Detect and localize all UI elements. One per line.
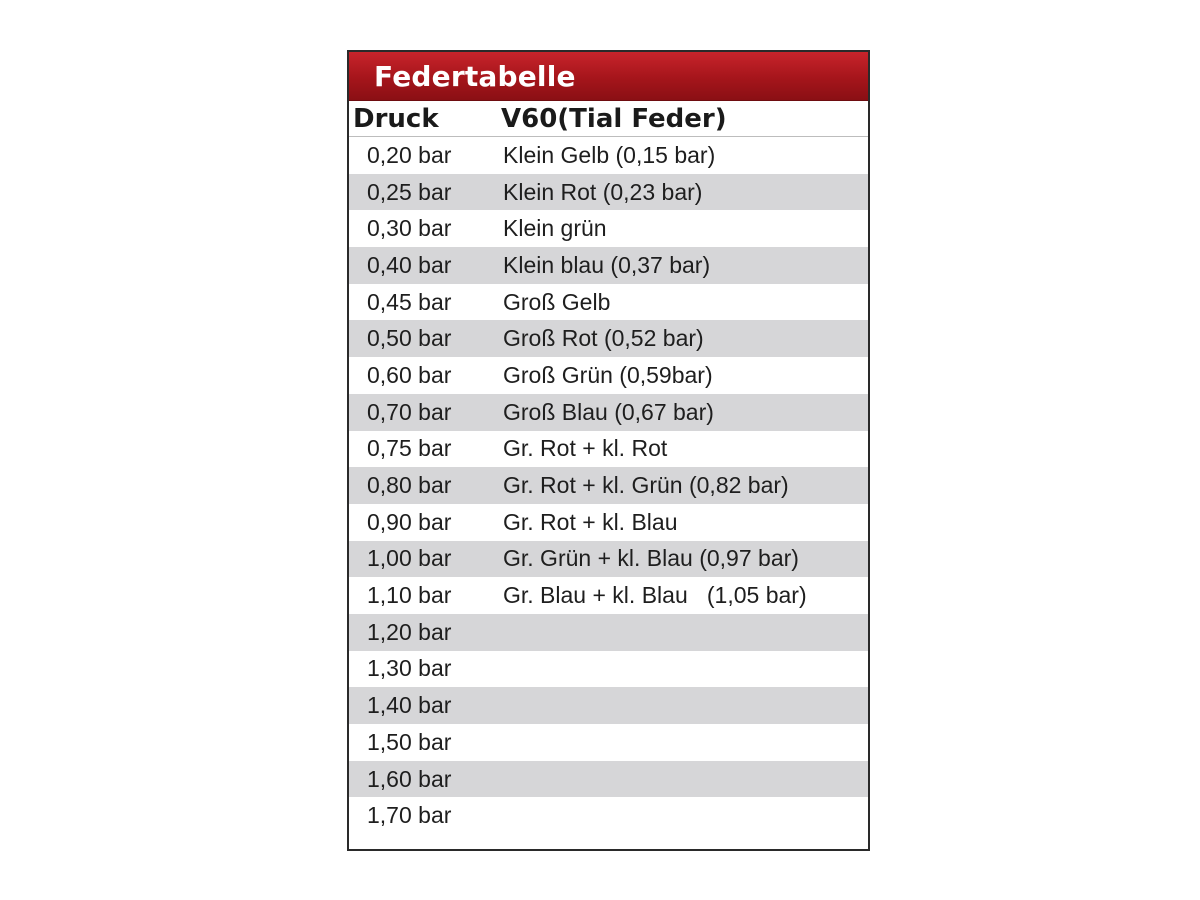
cell-feder: Groß Gelb bbox=[503, 288, 611, 315]
column-header-feder: V60(Tial Feder) bbox=[501, 104, 727, 134]
cell-druck: 1,20 bar bbox=[367, 618, 452, 645]
cell-feder: Klein grün bbox=[503, 215, 607, 242]
cell-feder: Groß Blau (0,67 bar) bbox=[503, 398, 714, 425]
cell-druck: 0,80 bar bbox=[367, 472, 452, 499]
table-row bbox=[349, 357, 868, 394]
table-row bbox=[349, 320, 868, 357]
cell-druck: 0,20 bar bbox=[367, 141, 452, 168]
cell-druck: 1,30 bar bbox=[367, 655, 452, 682]
column-header-druck: Druck bbox=[353, 104, 439, 134]
cell-feder: Groß Grün (0,59bar) bbox=[503, 361, 713, 388]
cell-feder: Klein Gelb (0,15 bar) bbox=[503, 141, 716, 168]
cell-druck: 0,30 bar bbox=[367, 215, 452, 242]
cell-druck: 0,90 bar bbox=[367, 508, 452, 535]
cell-druck: 1,70 bar bbox=[367, 802, 452, 829]
table-row bbox=[349, 797, 868, 834]
cell-feder: Gr. Rot + kl. Blau bbox=[503, 508, 678, 535]
table-row bbox=[349, 467, 868, 504]
cell-druck: 0,60 bar bbox=[367, 361, 452, 388]
cell-feder: Gr. Rot + kl. Grün (0,82 bar) bbox=[503, 472, 789, 499]
table-body bbox=[349, 137, 868, 834]
table-row bbox=[349, 174, 868, 211]
table-row bbox=[349, 137, 868, 174]
table-row bbox=[349, 284, 868, 321]
table-header-row bbox=[349, 101, 868, 137]
table-row bbox=[349, 541, 868, 578]
table-title-bar bbox=[349, 52, 868, 101]
cell-feder: Gr. Blau + kl. Blau (1,05 bar) bbox=[503, 582, 807, 609]
table-row bbox=[349, 687, 868, 724]
cell-druck: 0,75 bar bbox=[367, 435, 452, 462]
cell-druck: 1,10 bar bbox=[367, 582, 452, 609]
table-row bbox=[349, 761, 868, 798]
table-row bbox=[349, 651, 868, 688]
table-row bbox=[349, 577, 868, 614]
cell-feder: Gr. Rot + kl. Rot bbox=[503, 435, 668, 462]
cell-druck: 0,50 bar bbox=[367, 325, 452, 352]
table-row bbox=[349, 504, 868, 541]
table-title: Federtabelle bbox=[374, 59, 576, 93]
cell-feder: Klein blau (0,37 bar) bbox=[503, 251, 711, 278]
cell-feder: Gr. Grün + kl. Blau (0,97 bar) bbox=[503, 545, 799, 572]
table-row bbox=[349, 431, 868, 468]
table-row bbox=[349, 210, 868, 247]
cell-druck: 1,50 bar bbox=[367, 728, 452, 755]
cell-druck: 1,40 bar bbox=[367, 692, 452, 719]
cell-druck: 0,40 bar bbox=[367, 251, 452, 278]
cell-druck: 0,45 bar bbox=[367, 288, 452, 315]
cell-druck: 1,00 bar bbox=[367, 545, 452, 572]
table-row bbox=[349, 247, 868, 284]
table-row bbox=[349, 724, 868, 761]
cell-feder: Klein Rot (0,23 bar) bbox=[503, 178, 703, 205]
cell-feder: Groß Rot (0,52 bar) bbox=[503, 325, 704, 352]
table-row bbox=[349, 614, 868, 651]
table-row bbox=[349, 394, 868, 431]
cell-druck: 0,70 bar bbox=[367, 398, 452, 425]
cell-druck: 0,25 bar bbox=[367, 178, 452, 205]
spring-table bbox=[347, 50, 870, 851]
cell-druck: 1,60 bar bbox=[367, 765, 452, 792]
